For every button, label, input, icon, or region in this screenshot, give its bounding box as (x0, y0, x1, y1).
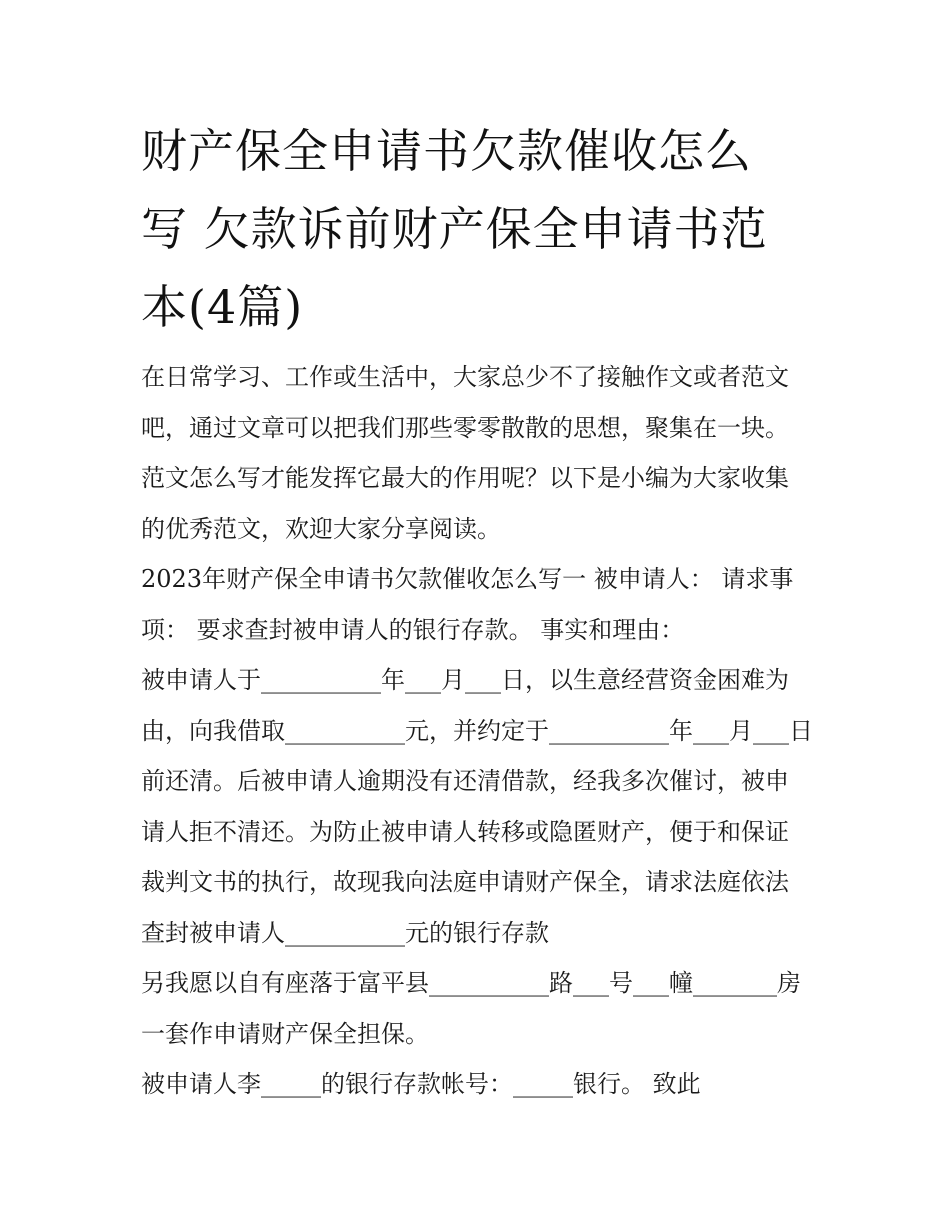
text-line: 裁判文书的执行，故现我向法庭申请财产保全，请求法庭依法 (141, 868, 789, 896)
text-line: 吧，通过文章可以把我们那些零零散散的思想，聚集在一块。 (141, 413, 789, 442)
text-line: 一套作申请财产保全担保。 (141, 1019, 429, 1048)
title-line: 本(4篇) (141, 280, 304, 334)
text-line: 另我愿以自有座落于富平县__________路___号___幢_______房 (141, 969, 801, 997)
document-page (141, 112, 821, 1110)
text-line: 的优秀范文，欢迎大家分享阅读。 (141, 514, 501, 543)
text-line: 项： 要求查封被申请人的银行存款。 事实和理由： (141, 615, 685, 644)
title-line: 财产保全申请书欠款催收怎么 (141, 124, 752, 178)
text-line: 范文怎么写才能发挥它最大的作用呢？以下是小编为大家收集 (141, 464, 789, 492)
text-line: 查封被申请人__________元的银行存款 (141, 918, 549, 947)
document-title (141, 112, 821, 346)
intro-paragraph (141, 352, 821, 554)
section-heading-paragraph (141, 554, 821, 655)
text-line: 2023年财产保全申请书欠款催收怎么写一 被申请人： 请求事 (141, 565, 794, 593)
facts-paragraph (141, 655, 821, 958)
guarantee-paragraph (141, 958, 821, 1059)
account-paragraph (141, 1059, 821, 1110)
text-line: 在日常学习、工作或生活中，大家总少不了接触作文或者范文 (141, 363, 789, 391)
text-line: 请人拒不清还。为防止被申请人转移或隐匿财产，便于和保证 (141, 817, 789, 846)
title-line: 写 欠款诉前财产保全申请书范 (141, 202, 768, 256)
text-line: 前还清。后被申请人逾期没有还清借款，经我多次催讨，被申 (141, 767, 789, 795)
text-line: 被申请人李_____的银行存款帐号：_____银行。 致此 (141, 1070, 701, 1098)
text-line: 由，向我借取__________元，并约定于__________年___月___日 (141, 716, 813, 745)
text-line: 被申请人于__________年___月___日，以生意经营资金困难为 (141, 666, 789, 694)
